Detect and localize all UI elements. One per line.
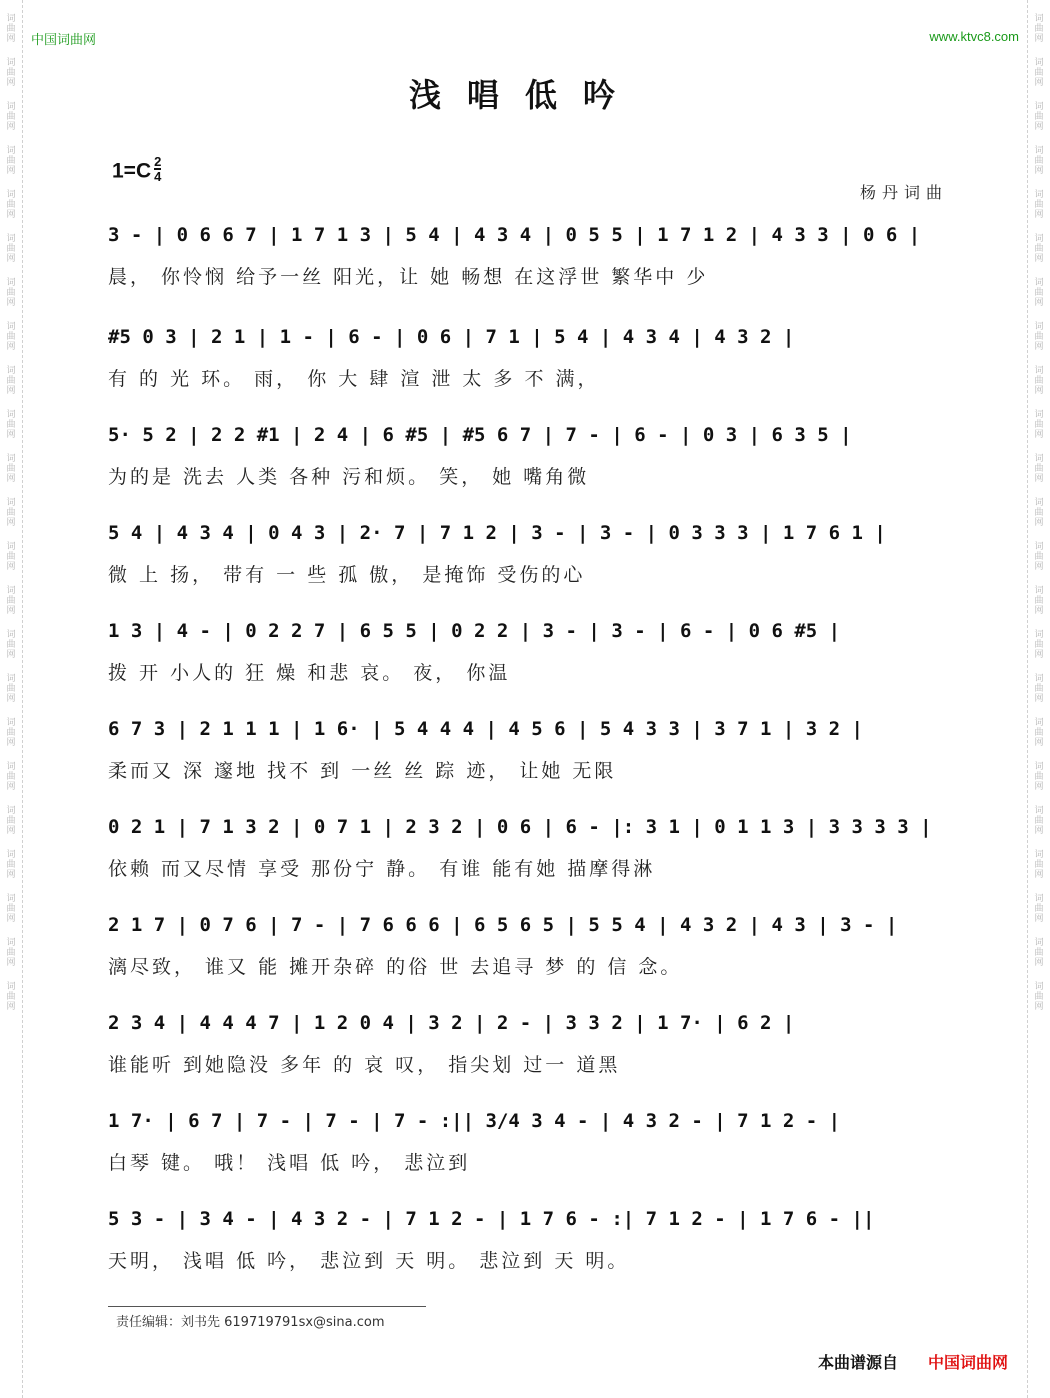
lyric-line: 依赖 而又尽情 享受 那份宁 静。 有谁 能有她 描摩得淋 xyxy=(108,858,656,880)
lyric-line: 有 的 光 环。 雨， 你 大 肆 渲 泄 太 多 不 满， xyxy=(108,368,600,390)
watermark-text: 词曲网 xyxy=(1034,630,1044,660)
lyric-line: 微 上 扬， 带有 一 些 孤 傲， 是掩饰 受伤的心 xyxy=(108,564,586,586)
notation-line: 1 3 | 4 - | 0 2 2 7 | 6 5 5 | 0 2 2 | 3 - | 3 - | 6 - | 0 6 #5 | xyxy=(108,620,841,642)
left-watermark-strip xyxy=(0,0,23,1398)
watermark-text: 词曲网 xyxy=(1034,850,1044,880)
watermark-text: 词曲网 xyxy=(6,366,16,396)
watermark-text: 词曲网 xyxy=(1034,674,1044,704)
watermark-text: 词曲网 xyxy=(1034,190,1044,220)
time-denominator: 4 xyxy=(154,169,162,184)
lyric-line: 漓尽致， 谁又 能 摊开杂碎 的俗 世 去追寻 梦 的 信 念。 xyxy=(108,956,683,978)
watermark-text: 词曲网 xyxy=(6,102,16,132)
watermark-text: 词曲网 xyxy=(6,454,16,484)
key-base: 1=C xyxy=(112,159,152,183)
notation-line: 1 7· | 6 7 | 7 - | 7 - | 7 - :|| 3/4 3 4 - | 4 3 2 - | 7 1 2 - | xyxy=(108,1110,841,1132)
watermark-text: 词曲网 xyxy=(1034,982,1044,1012)
watermark-text: 词曲网 xyxy=(1034,234,1044,264)
watermark-text: 词曲网 xyxy=(6,498,16,528)
watermark-text: 词曲网 xyxy=(6,630,16,660)
watermark-text: 词曲网 xyxy=(6,58,16,88)
watermark-text: 词曲网 xyxy=(1034,102,1044,132)
site-url-header[interactable]: www.ktvc8.com xyxy=(929,29,1019,44)
watermark-text: 词曲网 xyxy=(6,586,16,616)
watermark-text: 词曲网 xyxy=(1034,14,1044,44)
notation-line: 3 - | 0 6 6 7 | 1 7 1 3 | 5 4 | 4 3 4 | 0 5 5 | 1 7 1 2 | 4 3 3 | 0 6 | xyxy=(108,224,921,246)
watermark-text: 词曲网 xyxy=(1034,322,1044,352)
watermark-text: 词曲网 xyxy=(6,410,16,440)
watermark-text: 词曲网 xyxy=(6,234,16,264)
watermark-text: 词曲网 xyxy=(6,938,16,968)
site-name-header[interactable]: 中国词曲网 xyxy=(31,33,97,48)
watermark-text: 词曲网 xyxy=(6,190,16,220)
watermark-text: 词曲网 xyxy=(1034,542,1044,572)
notation-line: 5· 5 2 | 2 2 #1 | 2 4 | 6 #5 | #5 6 7 | 7 - | 6 - | 0 3 | 6 3 5 | xyxy=(108,424,852,446)
source-site[interactable]: 中国词曲网 xyxy=(928,1353,1009,1372)
watermark-text: 词曲网 xyxy=(6,14,16,44)
key-signature xyxy=(112,154,162,186)
watermark-text: 词曲网 xyxy=(1034,806,1044,836)
watermark-text: 词曲网 xyxy=(6,850,16,880)
lyric-line: 晨， 你怜悯 给予一丝 阳光，让 她 畅想 在这浮世 繁华中 少 xyxy=(108,266,709,288)
watermark-text: 词曲网 xyxy=(6,982,16,1012)
time-signature xyxy=(154,155,161,183)
watermark-text: 词曲网 xyxy=(1034,366,1044,396)
watermark-text: 词曲网 xyxy=(1034,894,1044,924)
notation-line: #5 0 3 | 2 1 | 1 - | 6 - | 0 6 | 7 1 | 5 4 | 4 3 4 | 4 3 2 | xyxy=(108,326,795,348)
time-numerator: 2 xyxy=(154,154,162,169)
watermark-text: 词曲网 xyxy=(6,806,16,836)
watermark-text: 词曲网 xyxy=(6,542,16,572)
watermark-text: 词曲网 xyxy=(1034,762,1044,792)
watermark-text: 词曲网 xyxy=(1034,938,1044,968)
lyric-line: 拨 开 小人的 狂 燥 和悲 哀。 夜， 你温 xyxy=(108,662,511,684)
watermark-text: 词曲网 xyxy=(1034,586,1044,616)
lyric-line: 柔而又 深 邃地 找不 到 一丝 丝 踪 迹， 让她 无限 xyxy=(108,760,617,782)
notation-line: 2 3 4 | 4 4 4 7 | 1 2 0 4 | 3 2 | 2 - | 3 3 2 | 1 7· | 6 2 | xyxy=(108,1012,795,1034)
watermark-text: 词曲网 xyxy=(6,322,16,352)
watermark-text: 词曲网 xyxy=(6,718,16,748)
watermark-text: 词曲网 xyxy=(6,278,16,308)
watermark-text: 词曲网 xyxy=(6,762,16,792)
editor-credit: 责任编辑：刘书先 619719791sx@sina.com xyxy=(116,1315,385,1330)
watermark-text: 词曲网 xyxy=(6,146,16,176)
notation-line: 2 1 7 | 0 7 6 | 7 - | 7 6 6 6 | 6 5 6 5 | 5 5 4 | 4 3 2 | 4 3 | 3 - | xyxy=(108,914,898,936)
watermark-text: 词曲网 xyxy=(1034,498,1044,528)
watermark-text: 词曲网 xyxy=(1034,278,1044,308)
watermark-text: 词曲网 xyxy=(1034,410,1044,440)
lyric-line: 谁能听 到她隐没 多年 的 哀 叹， 指尖划 过一 道黑 xyxy=(108,1054,621,1076)
source-label: 本曲谱源自 xyxy=(818,1353,899,1372)
footer-divider xyxy=(108,1306,426,1307)
composer-credit: 杨丹词曲 xyxy=(859,183,948,202)
watermark-text: 词曲网 xyxy=(1034,58,1044,88)
watermark-text: 词曲网 xyxy=(6,674,16,704)
watermark-text: 词曲网 xyxy=(1034,146,1044,176)
notation-line: 6 7 3 | 2 1 1 1 | 1 6· | 5 4 4 4 | 4 5 6 | 5 4 3 3 | 3 7 1 | 3 2 | xyxy=(108,718,863,740)
lyric-line: 天明， 浅唱 低 吟， 悲泣到 天 明。 悲泣到 天 明。 xyxy=(108,1250,630,1272)
notation-line: 5 4 | 4 3 4 | 0 4 3 | 2· 7 | 7 1 2 | 3 - | 3 - | 0 3 3 3 | 1 7 6 1 | xyxy=(108,522,886,544)
lyric-line: 白琴 键。 哦！ 浅唱 低 吟， 悲泣到 xyxy=(108,1152,471,1174)
watermark-text: 词曲网 xyxy=(1034,718,1044,748)
watermark-text: 词曲网 xyxy=(6,894,16,924)
watermark-text: 词曲网 xyxy=(1034,454,1044,484)
song-title: 浅唱低吟 xyxy=(408,76,641,114)
notation-line: 0 2 1 | 7 1 3 2 | 0 7 1 | 2 3 2 | 0 6 | 6 - |: 3 1 | 0 1 1 3 | 3 3 3 3 | xyxy=(108,816,932,838)
lyric-line: 为的是 洗去 人类 各种 污和烦。 笑， 她 嘴角微 xyxy=(108,466,590,488)
right-watermark-strip xyxy=(1027,0,1050,1398)
notation-line: 5 3 - | 3 4 - | 4 3 2 - | 7 1 2 - | 1 7 6 - :| 7 1 2 - | 1 7 6 - || xyxy=(108,1208,875,1230)
